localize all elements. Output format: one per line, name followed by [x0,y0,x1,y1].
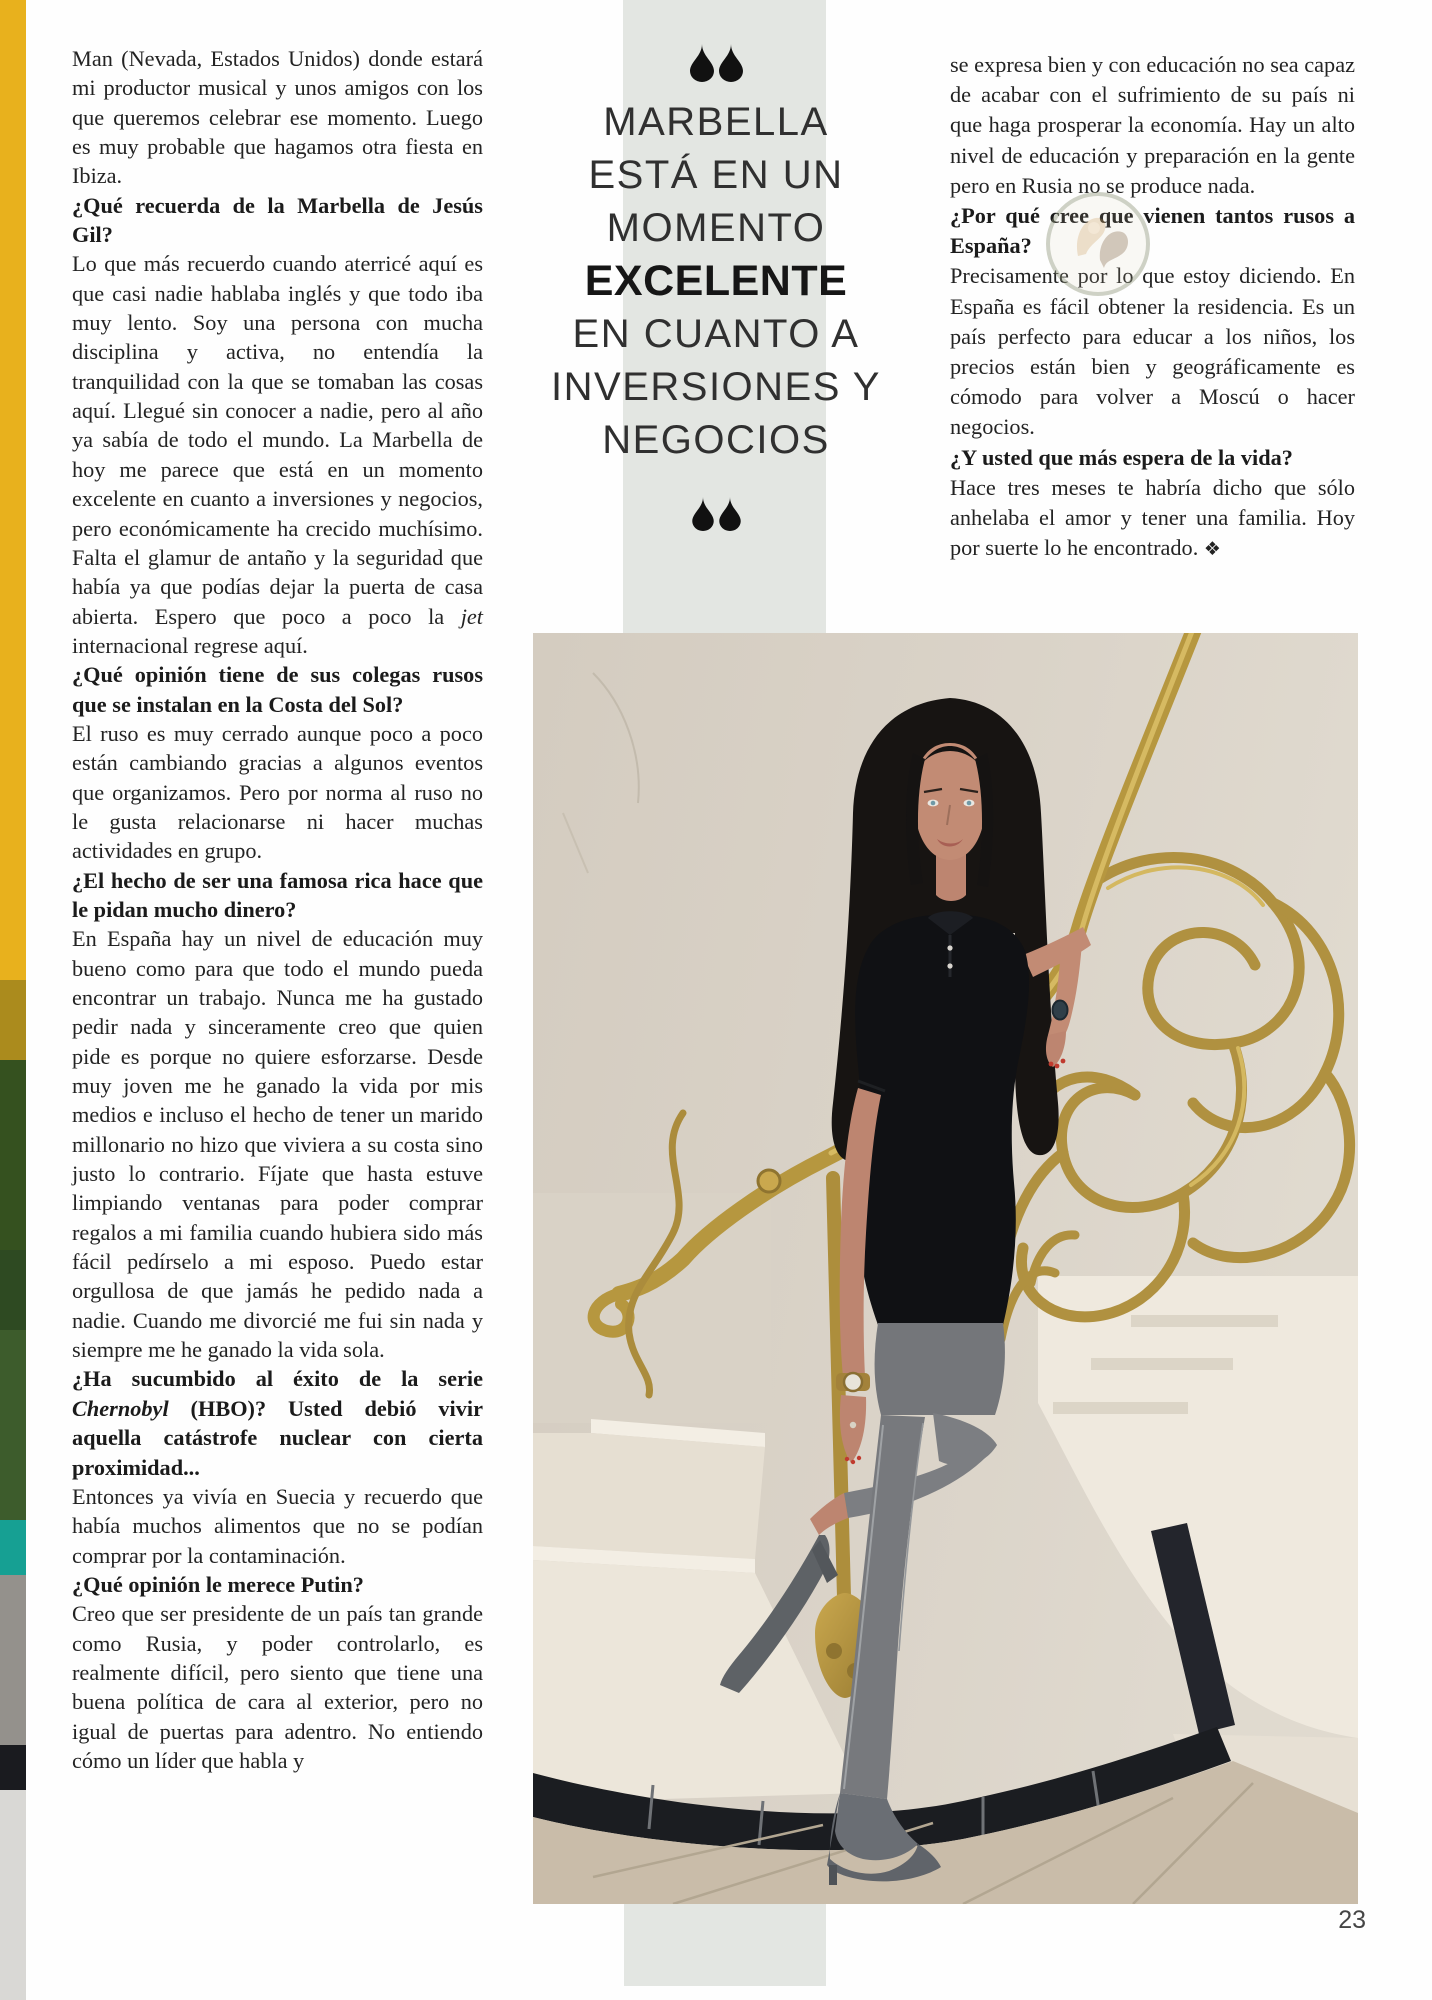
interview-question: ¿Y usted que más espera de la vida? [950,444,1293,470]
photo-woman-staircase [533,633,1358,1904]
interview-question: ¿Qué opinión le merece Putin? [72,1571,364,1597]
interview-answer: Entonces ya vivía en Suecia y recuerdo que había muchos alimentos que no se podían comprar por la contaminación. [72,1483,483,1568]
edge-photo-strip-segment [0,1745,26,1790]
interview-answer: Precisamente por lo que estoy diciendo. En España es fácil obtener la residencia. Es un país perfecto para educar a los niños, los precios están bien y geográficamente es cómodo para volver a Moscú o hacer negocios. [950,263,1355,440]
edge-photo-strip-segment [0,980,26,1060]
interview-answer: El ruso es muy cerrado aunque poco a poco están cambiando gracias a algunos eventos que organizamos. Pero por norma al ruso no le gusta relacionarse ni hacer muchas actividades en grupo. [72,720,483,864]
pull-quote-line: MOMENTO [606,206,826,250]
interview-answer: Man (Nevada, Estados Unidos) donde estará mi productor musical y unos amigos con los que queremos celebrar ese momento. Luego es muy probable que hagamos otra fiesta en Ibiza. [72,46,483,189]
interview-answer: Lo que más recuerdo cuando aterricé aquí es que casi nadie hablaba inglés y que todo iba muy lento. Soy una persona con mucha disciplina y activa, no entendía la tranquilidad con la que se tomaban las cosas aquí. Llegué sin conocer a nadie, pero al año ya sabía de todo el mundo. La Marbella de hoy me parece que está en un momento excelente en cuanto a inversiones y negocios, pero económicamente ha crecido muchísimo. Falta el glamur de antaño y la seguridad que había ya que podías dejar la puerta de casa abierta. Espero que poco a poco la jet internacional regrese aquí. [72,251,483,658]
pull-quote-line: ESTÁ EN UN [588,153,844,197]
pull-quote-lines [433,96,999,467]
interview-question: ¿Ha sucumbido al éxito de la serie Chernobyl (HBO)? Usted debió vivir aquella catástrofe nuclear con cierta proximidad... [72,1366,483,1480]
quote-close-icon [433,497,999,531]
edge-photo-strip-segment [0,1330,26,1520]
edge-photo-strip-segment [0,1790,26,2000]
quote-background-band-bottom [624,1904,826,1986]
edge-photo-strip [0,0,26,2000]
interview-answer: En España hay un nivel de educación muy bueno como para que todo el mundo pueda encontrar un trabajo. Nunca me ha gustado pedir nada y sinceramente creo que quien pide es porque no quiere esforzarse. Desde muy joven me he ganado la vida por mis medios e incluso el hecho de tener un marido millonario no hizo que viviera a su costa sino justo lo contrario. Fíjate que hasta estuve limpiando ventanas para poder comprar regalos a mi familia cuando hubiera sido más fácil pedírselo a mi esposo. Puedo estar orgullosa de que jamás he pedido nada a nadie. Cuando me divorcié me fui sin nada y siempre me he ganado la vida sola. [72,926,483,1363]
interview-question: ¿Qué opinión tiene de sus colegas rusos que se instalan en la Costa del Sol? [72,662,483,717]
pull-quote-line: MARBELLA [603,100,829,144]
interview-column-left [72,44,483,1775]
interview-column-right [950,50,1355,564]
interview-question: ¿Qué recuerda de la Marbella de Jesús Gil? [72,192,483,248]
edge-photo-strip-segment [0,1060,26,1250]
page-number: 23 [1338,1906,1366,1934]
edge-photo-strip-segment [0,1575,26,1745]
interview-answer: Creo que ser presidente de un país tan grande como Rusia, y poder controlarlo, es realmente difícil, pero siento que tiene una buena política de cara al exterior, pero no igual de puertas para adentro. No entiendo cómo un líder que habla y [72,1601,483,1773]
interview-question: ¿Por qué cree que vienen tantos rusos a España? [950,203,1355,259]
pull-quote-line: NEGOCIOS [602,418,830,462]
edge-photo-strip-segment [0,1250,26,1330]
interview-question: ¿El hecho de ser una famosa rica hace que le pidan mucho dinero? [72,867,483,922]
pull-quote-line: INVERSIONES Y [551,365,881,409]
pull-quote [433,38,999,545]
pull-quote-line: EN CUANTO A [572,312,860,356]
pull-quote-line: EXCELENTE [584,257,848,305]
edge-photo-strip-segment [0,0,26,980]
edge-photo-strip-segment [0,1520,26,1575]
quote-open-icon [433,44,999,82]
interview-answer: se expresa bien y con educación no sea capaz de acabar con el sufrimiento de su país ni que haga prosperar la economía. Hay un alto nivel de educación y preparación en la gente pero en Rusia no se produce nada. [950,52,1355,198]
interview-answer: Hace tres meses te habría dicho que sólo anhelaba el amor y tener una familia. Hoy por suerte lo he encontrado. ❖ [950,474,1355,561]
